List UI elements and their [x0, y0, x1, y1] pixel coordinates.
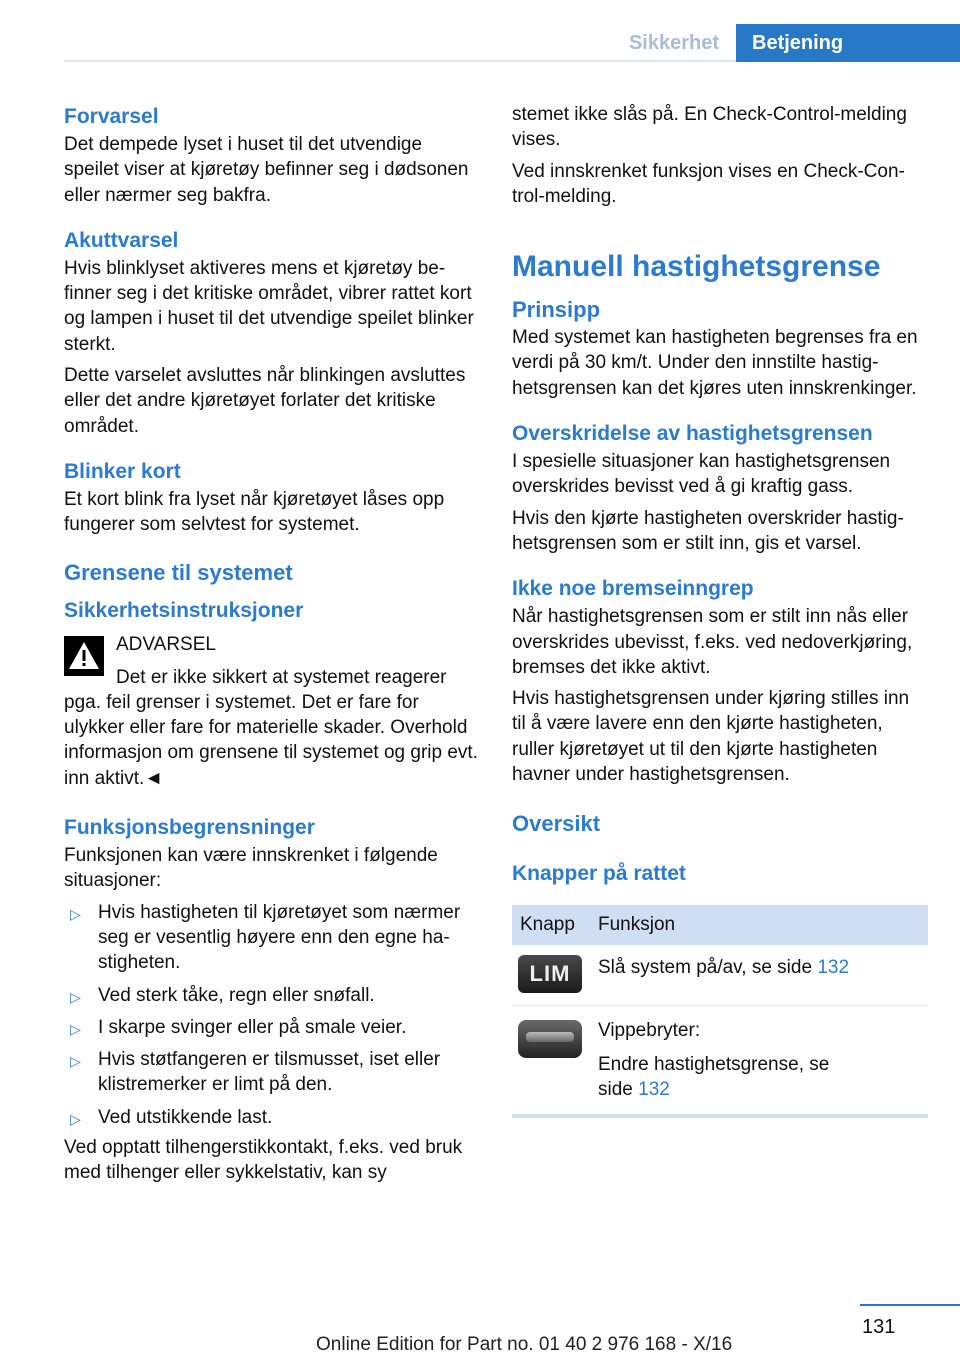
list-item: ▷ Ved utstikkende last. [64, 1105, 480, 1137]
page-link[interactable]: 132 [817, 957, 850, 979]
table-cell-function: Vippebryter: Endre hastighetsgrense, se side 132 [590, 1006, 928, 1116]
heading-akuttvarsel: Akuttvarsel [64, 228, 179, 252]
table-cell-function: Slå system på/av, se side 132 [590, 945, 928, 1006]
paragraph: Ved innskrenket funksjon vises en Check-Control-melding. [512, 160, 905, 207]
paragraph: Når hastighetsgrensen som er stilt inn nås eller overskrides ubevisst, f.eks. ved nedoverkjøring, bremses det ikke aktivt. [512, 606, 913, 678]
heading-forvarsel: Forvarsel [64, 105, 159, 128]
heading-oversikt: Oversikt [512, 811, 601, 837]
paragraph: Med systemet kan hastigheten begrenses fra en verdi på 30 km/t. Under den innstilte hastighetsgrensen kan det kjøres uten innskrenkinger. [512, 327, 918, 399]
triangle-bullet-icon: ▷ [70, 1110, 81, 1127]
paragraph: Dette varselet avsluttes når blinkingen avsluttes eller det andre kjøretøyet forlater det kritiske området. [64, 365, 466, 437]
paragraph: stemet ikke slås på. En Check-Control-melding vises. [512, 104, 907, 151]
tab-betjening[interactable]: Betjening [736, 24, 960, 62]
table-header-row [512, 905, 928, 945]
chapter-title: Manuell hastighetsgrense [512, 250, 881, 284]
triangle-bullet-icon: ▷ [70, 905, 81, 922]
left-column [64, 100, 480, 1186]
table-cell-button [512, 1006, 590, 1116]
paragraph: Ved opptatt tilhengerstikkontakt, f.eks. ved bruk med tilhenger eller sykkelstativ, kan sy [64, 1137, 463, 1184]
heading-grensene: Grensene til systemet [64, 559, 293, 585]
heading-funksjonsbegrensninger: Funksjonsbegrensninger [64, 816, 315, 840]
paragraph: Hvis hastighetsgrensen under kjøring stilles inn til å være lavere enn den kjørte hastigheten, ruller kjøretøyet ut til den kjørte hastigheten havner under hastighetsgrensen. [512, 688, 910, 786]
table-row [512, 945, 928, 1006]
warning-text: Det er ikke sikkert at systemet reagerer pga. feil grenser i systemet. Det er fare for ulykker eller fare for materielle skader. Overhold informasjon om grensene til systemet og grip evt. inn aktivt.◄ [64, 666, 478, 789]
column-header-funksjon: Funksjon [590, 905, 928, 945]
heading-sikkerhetsinstruksjoner: Sikkerhetsinstruksjoner [64, 598, 304, 622]
page-number: 131 [862, 1316, 896, 1338]
paragraph: I spesielle situasjoner kan hastighetsgrensen overskrides bevisst ved å gi kraftig gass. [512, 451, 891, 498]
right-column [512, 100, 928, 1118]
triangle-bullet-icon: ▷ [70, 1020, 81, 1037]
triangle-bullet-icon: ▷ [70, 988, 81, 1005]
table-cell-button [512, 945, 590, 1006]
table-row [512, 1006, 928, 1116]
warning-box [64, 632, 480, 791]
buttons-table [512, 905, 928, 1118]
rocker-switch-icon [518, 1020, 582, 1058]
list-item: ▷ I skarpe svinger eller på smale veier. [64, 1015, 480, 1047]
tab-sikkerhet[interactable]: Sikkerhet [628, 32, 720, 54]
warning-title: ADVARSEL [116, 633, 216, 655]
triangle-bullet-icon: ▷ [70, 1053, 81, 1070]
heading-knapper-pa-rattet: Knapper på rattet [512, 862, 686, 886]
paragraph: Hvis den kjørte hastigheten overskrider hastighetsgrensen som er stilt inn, gis et varsel. [512, 507, 904, 554]
column-header-knapp: Knapp [512, 905, 590, 945]
paragraph: Funksjonen kan være innskrenket i følgende situasjoner: [64, 845, 438, 892]
list-item: ▷ Hvis hastigheten til kjøretøyet som nærmer seg er vesentlig høyere enn den egne hastigheten. [70, 901, 461, 974]
edition-line: Online Edition for Part no. 01 40 2 976 168 - X/16 [316, 1334, 733, 1355]
list-item: ▷ Ved sterk tåke, regn eller snøfall. [64, 983, 480, 1015]
footer-rule [860, 1304, 960, 1306]
paragraph: Et kort blink fra lyset når kjøretøyet låses opp fungerer som selvtest for systemet. [64, 488, 445, 536]
heading-ikke-noe-bremseinngrep: Ikke noe bremseinngrep [512, 577, 754, 601]
heading-blinker-kort: Blinker kort [64, 459, 181, 483]
paragraph: Det dempede lyset i huset til det utvendige speilet viser at kjøretøy befinner seg i dødsonen eller nærmer seg bakfra. [64, 134, 469, 206]
lim-button-icon: LIM [518, 955, 582, 993]
heading-overskridelse: Overskridelse av hastighetsgrensen [512, 422, 873, 446]
bullet-list [64, 900, 480, 1137]
heading-prinsipp: Prinsipp [512, 297, 601, 323]
warning-icon [64, 636, 104, 676]
paragraph: Hvis blinklyset aktiveres mens et kjøretøy befinner seg i det kritiske området, vibrer rattet kort og lampen i huset til det utvendige speilet blinker sterkt. [64, 257, 474, 355]
page-link[interactable]: 132 [638, 1078, 670, 1100]
list-item: ▷ Hvis støtfangeren er tilsmusset, iset eller klistremerker er limt på den. [70, 1049, 441, 1096]
